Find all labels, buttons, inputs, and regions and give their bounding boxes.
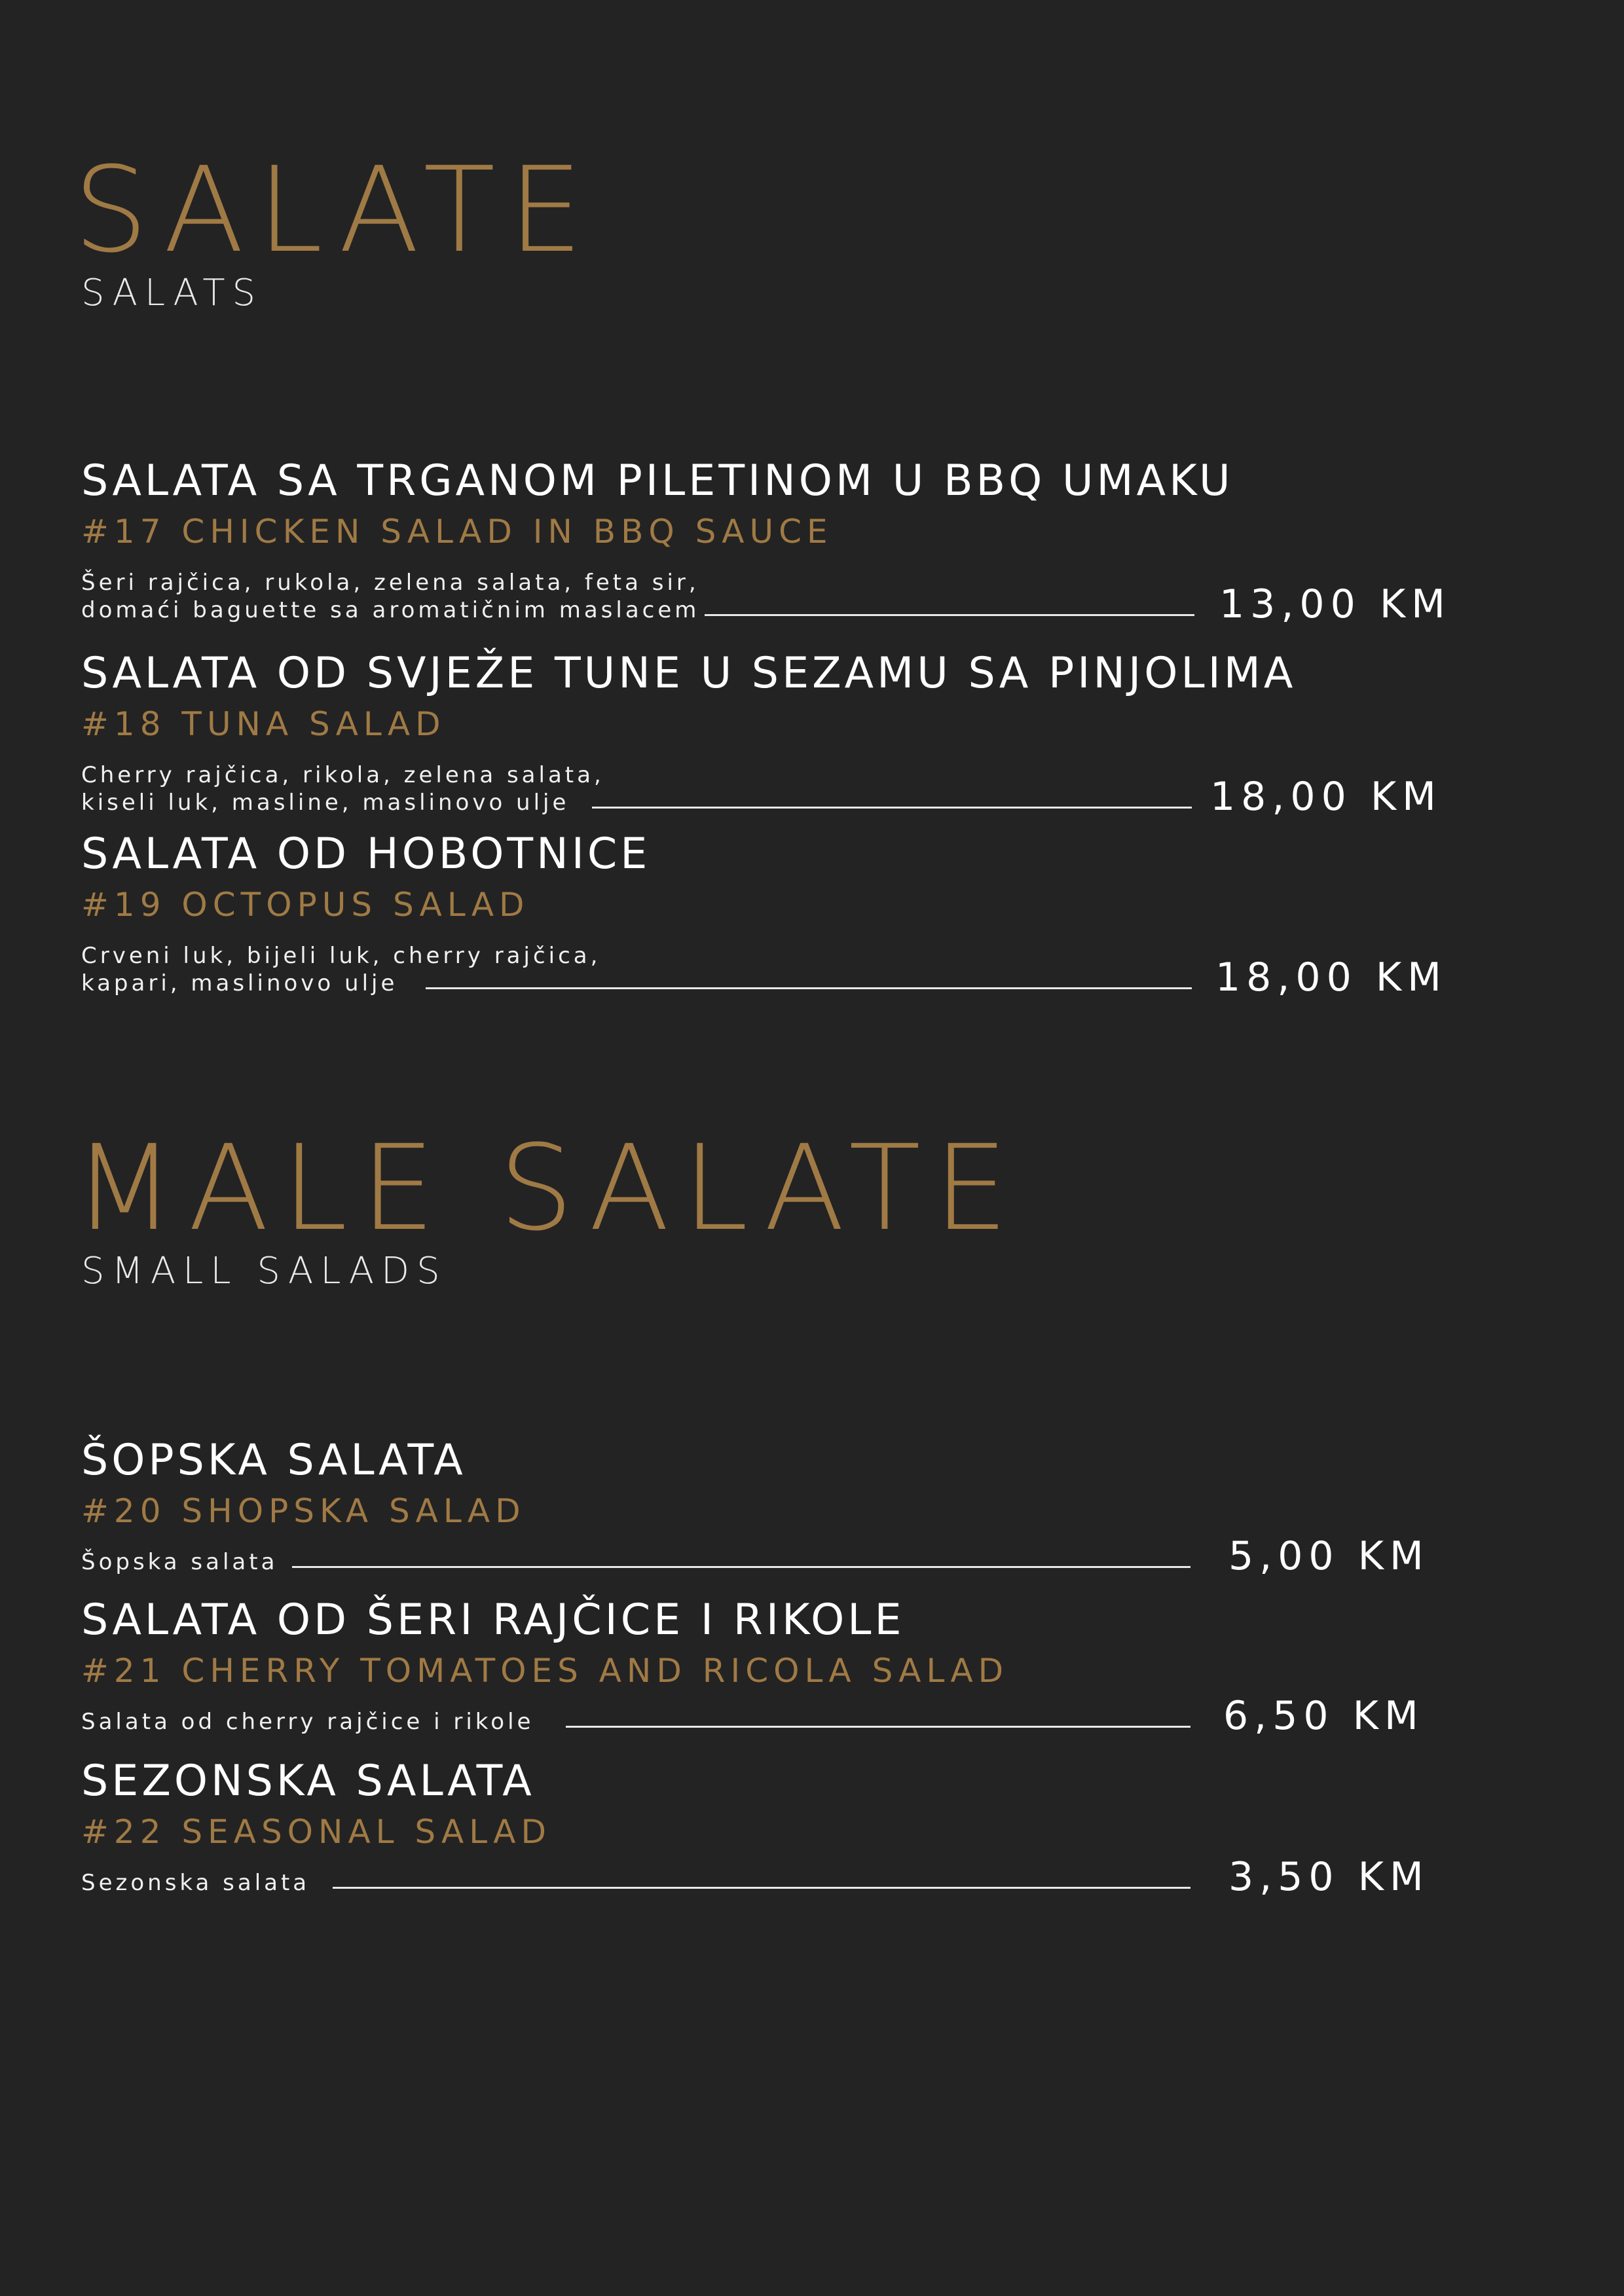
item-name: SALATA SA TRGANOM PILETINOM U BBQ UMAKU [81, 456, 1234, 505]
item-description: Crveni luk, bijeli luk, cherry rajčica, kapari, maslinovo ulje [81, 943, 601, 996]
item-description: Cherry rajčica, rikola, zelena salata, kiseli luk, masline, maslinovo ulje [81, 762, 604, 816]
item-name: SALATA OD HOBOTNICE [81, 829, 651, 879]
section-subtitle-small-salads: SMALL SALADS [81, 1250, 447, 1292]
item-detail-row [81, 939, 1463, 1000]
item-english-name: #19 OCTOPUS SALAD [81, 886, 530, 924]
item-description: Šeri rajčica, rukola, zelena salata, feta sir, domaći baguette sa aromatičnim maslacem [81, 570, 700, 623]
price-leader-line [566, 1726, 1190, 1728]
item-english-name: #18 TUNA SALAD [81, 705, 446, 743]
menu-item-19 [81, 829, 1463, 1000]
item-description: Šopska salata [81, 1549, 278, 1575]
item-detail-row [81, 566, 1463, 627]
item-description: Salata od cherry rajčice i rikole [81, 1709, 534, 1735]
section-subtitle-salats: SALATS [81, 272, 263, 314]
item-name: SALATA OD SVJEŽE TUNE U SEZAMU SA PINJOLIMA [81, 649, 1297, 698]
item-name: SEZONSKA SALATA [81, 1757, 535, 1806]
item-name: ŠOPSKA SALATA [81, 1436, 466, 1485]
item-price: 6,50 KM [1223, 1693, 1424, 1739]
price-leader-line [592, 807, 1192, 809]
menu-item-20 [81, 1436, 1463, 1579]
item-english-name: #22 SEASONAL SALAD [81, 1813, 551, 1851]
price-leader-line [426, 987, 1192, 989]
item-price: 5,00 KM [1228, 1533, 1430, 1579]
menu-item-21 [81, 1595, 1463, 1739]
item-price: 18,00 KM [1215, 955, 1447, 1000]
item-detail-row [81, 759, 1463, 820]
item-detail-row [81, 1854, 1463, 1900]
menu-item-17 [81, 456, 1463, 627]
item-price: 18,00 KM [1210, 774, 1442, 820]
item-price: 13,00 KM [1219, 581, 1451, 627]
price-leader-line [333, 1887, 1190, 1889]
item-description: Sezonska salata [81, 1870, 310, 1896]
menu-item-22 [81, 1757, 1463, 1900]
item-detail-row [81, 1693, 1463, 1739]
section-title-salate: SALATE [73, 142, 596, 279]
item-name: SALATA OD ŠERI RAJČICE I RIKOLE [81, 1595, 905, 1645]
item-price: 3,50 KM [1228, 1854, 1430, 1900]
item-detail-row [81, 1533, 1463, 1579]
price-leader-line [705, 614, 1194, 616]
item-english-name: #20 SHOPSKA SALAD [81, 1492, 526, 1530]
price-leader-line [292, 1566, 1190, 1568]
section-title-male-salate: MALE SALATE [73, 1120, 1022, 1257]
item-english-name: #17 CHICKEN SALAD IN BBQ SAUCE [81, 513, 833, 551]
item-english-name: #21 CHERRY TOMATOES AND RICOLA SALAD [81, 1652, 1009, 1690]
menu-item-18 [81, 649, 1463, 820]
